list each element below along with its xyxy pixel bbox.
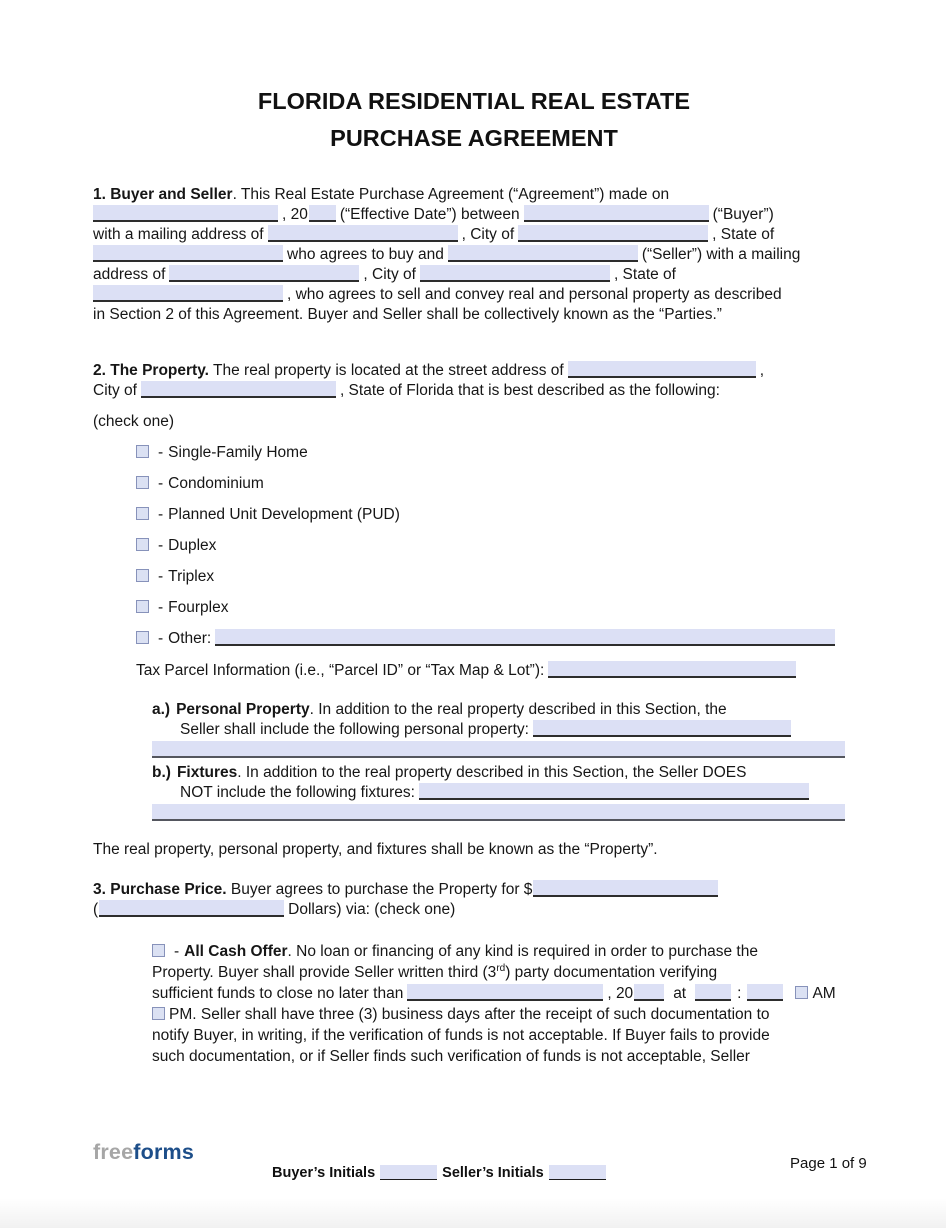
- section1-text: in Section 2 of this Agreement. Buyer and Seller shall be collectively known as the “Parties.”: [93, 306, 722, 323]
- all-cash-offer-block: [152, 941, 854, 1067]
- fourplex-checkbox[interactable]: [136, 600, 149, 613]
- text-line: [152, 983, 854, 1004]
- section2-text: ,: [759, 362, 764, 379]
- option-duplex: [136, 536, 855, 556]
- section-the-property: [93, 361, 855, 821]
- section1-text: (“Seller”) with a mailing: [641, 246, 801, 263]
- pm-checkbox[interactable]: [152, 1007, 165, 1020]
- text-line: [93, 245, 855, 265]
- all-cash-text: at: [673, 985, 687, 1002]
- pud-checkbox[interactable]: [136, 507, 149, 520]
- sellers-initials-blank[interactable]: [549, 1165, 606, 1180]
- text-line: [93, 305, 855, 325]
- all-cash-text: Property. Buyer shall provide Seller written third (3: [152, 964, 497, 981]
- subsection-personal-property: [152, 700, 845, 758]
- property-city-blank[interactable]: [141, 381, 336, 398]
- text-line: [93, 205, 855, 225]
- dash: -: [158, 537, 164, 554]
- text-line: [152, 1046, 854, 1067]
- tax-parcel-label: Tax Parcel Information (i.e., “Parcel ID” or “Tax Map & Lot”):: [136, 662, 545, 679]
- subsection-marker: b.): [152, 764, 171, 781]
- dash: -: [158, 568, 164, 585]
- am-label: AM: [812, 985, 836, 1002]
- all-cash-text: . No loan or financing of any kind is required in order to purchase the: [287, 943, 758, 960]
- buyer-city-blank[interactable]: [518, 225, 708, 242]
- text-line: [93, 381, 855, 401]
- funds-hour-blank[interactable]: [695, 984, 731, 1001]
- option-triplex: [136, 567, 855, 587]
- buyer-address-blank[interactable]: [268, 225, 458, 242]
- all-cash-text: notify Buyer, in writing, if the verification of funds is not acceptable. If Buyer fails to provide: [152, 1027, 770, 1044]
- section1-text: , State of: [613, 266, 676, 283]
- all-cash-checkbox[interactable]: [152, 944, 165, 957]
- option-label: Triplex: [168, 568, 215, 585]
- section3-text: (: [93, 901, 99, 918]
- sellers-initials-label: Seller’s Initials: [442, 1165, 544, 1181]
- option-label: Fourplex: [168, 599, 229, 616]
- dash: -: [158, 630, 164, 647]
- option-label: Other:: [168, 630, 212, 647]
- check-one-label: (check one): [93, 413, 174, 430]
- personal-property-blank[interactable]: [533, 720, 791, 737]
- property-definition-note: The real property, personal property, and fixtures shall be known as the “Property”.: [93, 841, 658, 858]
- subsection-text: . In addition to the real property described in this Section, the Seller DOES: [237, 764, 747, 781]
- option-pud: [136, 505, 855, 525]
- all-cash-text: ) party documentation verifying: [505, 964, 718, 981]
- text-line: [93, 265, 855, 285]
- logo-forms-text: forms: [133, 1140, 194, 1164]
- buyer-state-blank[interactable]: [93, 245, 283, 262]
- seller-city-blank[interactable]: [420, 265, 610, 282]
- effective-date-blank[interactable]: [93, 205, 278, 222]
- condominium-checkbox[interactable]: [136, 476, 149, 489]
- purchase-price-blank[interactable]: [533, 880, 718, 897]
- seller-state-blank[interactable]: [93, 285, 283, 302]
- logo-free-text: free: [93, 1140, 134, 1164]
- freeforms-logo: [93, 1142, 194, 1162]
- initials-row: [272, 1163, 611, 1183]
- subsection-marker: a.): [152, 701, 171, 718]
- single-family-checkbox[interactable]: [136, 445, 149, 458]
- property-type-options: [136, 443, 855, 649]
- subsection-text: . In addition to the real property described in this Section, the: [309, 701, 727, 718]
- triplex-checkbox[interactable]: [136, 569, 149, 582]
- duplex-checkbox[interactable]: [136, 538, 149, 551]
- document-content: [93, 0, 855, 1067]
- all-cash-text: sufficient funds to close no later than: [152, 985, 404, 1002]
- section2-text: City of: [93, 382, 137, 399]
- all-cash-text: PM. Seller shall have three (3) business days after the receipt of such documentation to: [169, 1006, 770, 1023]
- option-label: Condominium: [168, 475, 264, 492]
- section1-heading: 1. Buyer and Seller: [93, 186, 233, 203]
- subsection-heading: Personal Property: [176, 701, 310, 718]
- tax-parcel-line: [136, 661, 855, 681]
- all-cash-heading: All Cash Offer: [184, 943, 288, 960]
- option-single-family: [136, 443, 855, 463]
- subsection-text: NOT include the following fixtures:: [180, 784, 415, 801]
- subsection-fixtures: [152, 763, 845, 821]
- text-line: [152, 763, 845, 783]
- seller-address-blank[interactable]: [169, 265, 359, 282]
- street-address-blank[interactable]: [568, 361, 756, 378]
- section1-text: . This Real Estate Purchase Agreement (“Agreement”) made on: [232, 186, 670, 203]
- funds-minute-blank[interactable]: [747, 984, 783, 1001]
- section1-text: with a mailing address of: [93, 226, 264, 243]
- section1-text: who agrees to buy and: [287, 246, 444, 263]
- section1-text: , who agrees to sell and convey real and personal property as described: [287, 286, 782, 303]
- text-line: [93, 880, 855, 900]
- text-line: [152, 941, 854, 962]
- dash: -: [158, 475, 164, 492]
- text-line: [93, 361, 855, 381]
- option-other: [136, 629, 855, 649]
- section1-text: , 20: [282, 206, 308, 223]
- fixtures-blank[interactable]: [419, 783, 809, 800]
- funds-year-blank[interactable]: [634, 984, 664, 1001]
- subsection-heading: Fixtures: [176, 764, 238, 781]
- ordinal-superscript: rd: [496, 963, 506, 974]
- price-words-blank[interactable]: [99, 900, 284, 917]
- effective-year-blank[interactable]: [309, 205, 336, 222]
- section2-text: The real property is located at the street address of: [209, 362, 564, 379]
- subsection-text: Seller shall include the following personal property:: [180, 721, 529, 738]
- seller-name-blank[interactable]: [448, 245, 638, 262]
- am-checkbox[interactable]: [795, 986, 808, 999]
- all-cash-text: , 20: [607, 985, 634, 1002]
- text-line: [152, 700, 845, 720]
- text-line: [152, 720, 845, 740]
- section1-text: , City of: [363, 266, 416, 283]
- text-line: [152, 783, 845, 803]
- text-line: [93, 185, 855, 205]
- section1-text: address of: [93, 266, 166, 283]
- text-line: [152, 1025, 854, 1046]
- section3-heading: 3. Purchase Price.: [93, 881, 227, 898]
- personal-property-blank-line2[interactable]: [152, 741, 845, 758]
- page-number: Page 1 of 9: [790, 1155, 867, 1172]
- text-line: [152, 962, 854, 983]
- page-bottom-shadow: [0, 1198, 946, 1228]
- other-description-blank[interactable]: [215, 629, 835, 646]
- section-purchase-price: [93, 880, 855, 1067]
- option-fourplex: [136, 598, 855, 618]
- dash: -: [174, 943, 180, 960]
- option-label: Single-Family Home: [168, 444, 308, 461]
- document-title: [93, 0, 855, 157]
- text-line: [152, 1004, 854, 1025]
- section1-text: (“Buyer”): [712, 206, 774, 223]
- dash: -: [158, 506, 164, 523]
- tax-parcel-blank[interactable]: [548, 661, 796, 678]
- other-checkbox[interactable]: [136, 631, 149, 644]
- section3-text: Buyer agrees to purchase the Property for $: [226, 881, 533, 898]
- text-line: [93, 900, 855, 920]
- funds-date-blank[interactable]: [407, 984, 603, 1001]
- dash: -: [158, 444, 164, 461]
- buyers-initials-label: Buyer’s Initials: [272, 1165, 376, 1181]
- section-buyer-and-seller: [93, 185, 855, 325]
- section1-text: (“Effective Date”) between: [339, 206, 520, 223]
- all-cash-text: such documentation, or if Seller finds such verification of funds is not acceptable, Seller: [152, 1048, 750, 1065]
- fixtures-blank-line2[interactable]: [152, 804, 845, 821]
- text-line: [93, 225, 855, 245]
- section1-text: , State of: [712, 226, 775, 243]
- title-line-2: PURCHASE AGREEMENT: [330, 125, 618, 151]
- section1-text: , City of: [461, 226, 515, 243]
- section2-text: , State of Florida that is best described as the following:: [339, 382, 720, 399]
- dash: -: [158, 599, 164, 616]
- section3-text: Dollars) via: (check one): [288, 901, 456, 918]
- section2-heading: 2. The Property.: [93, 362, 209, 379]
- buyers-initials-blank[interactable]: [380, 1165, 437, 1180]
- option-label: Planned Unit Development (PUD): [168, 506, 400, 523]
- text-line: [93, 285, 855, 305]
- title-line-1: FLORIDA RESIDENTIAL REAL ESTATE: [257, 88, 691, 114]
- all-cash-text: :: [737, 985, 742, 1002]
- option-label: Duplex: [168, 537, 217, 554]
- option-condominium: [136, 474, 855, 494]
- buyer-name-blank[interactable]: [524, 205, 709, 222]
